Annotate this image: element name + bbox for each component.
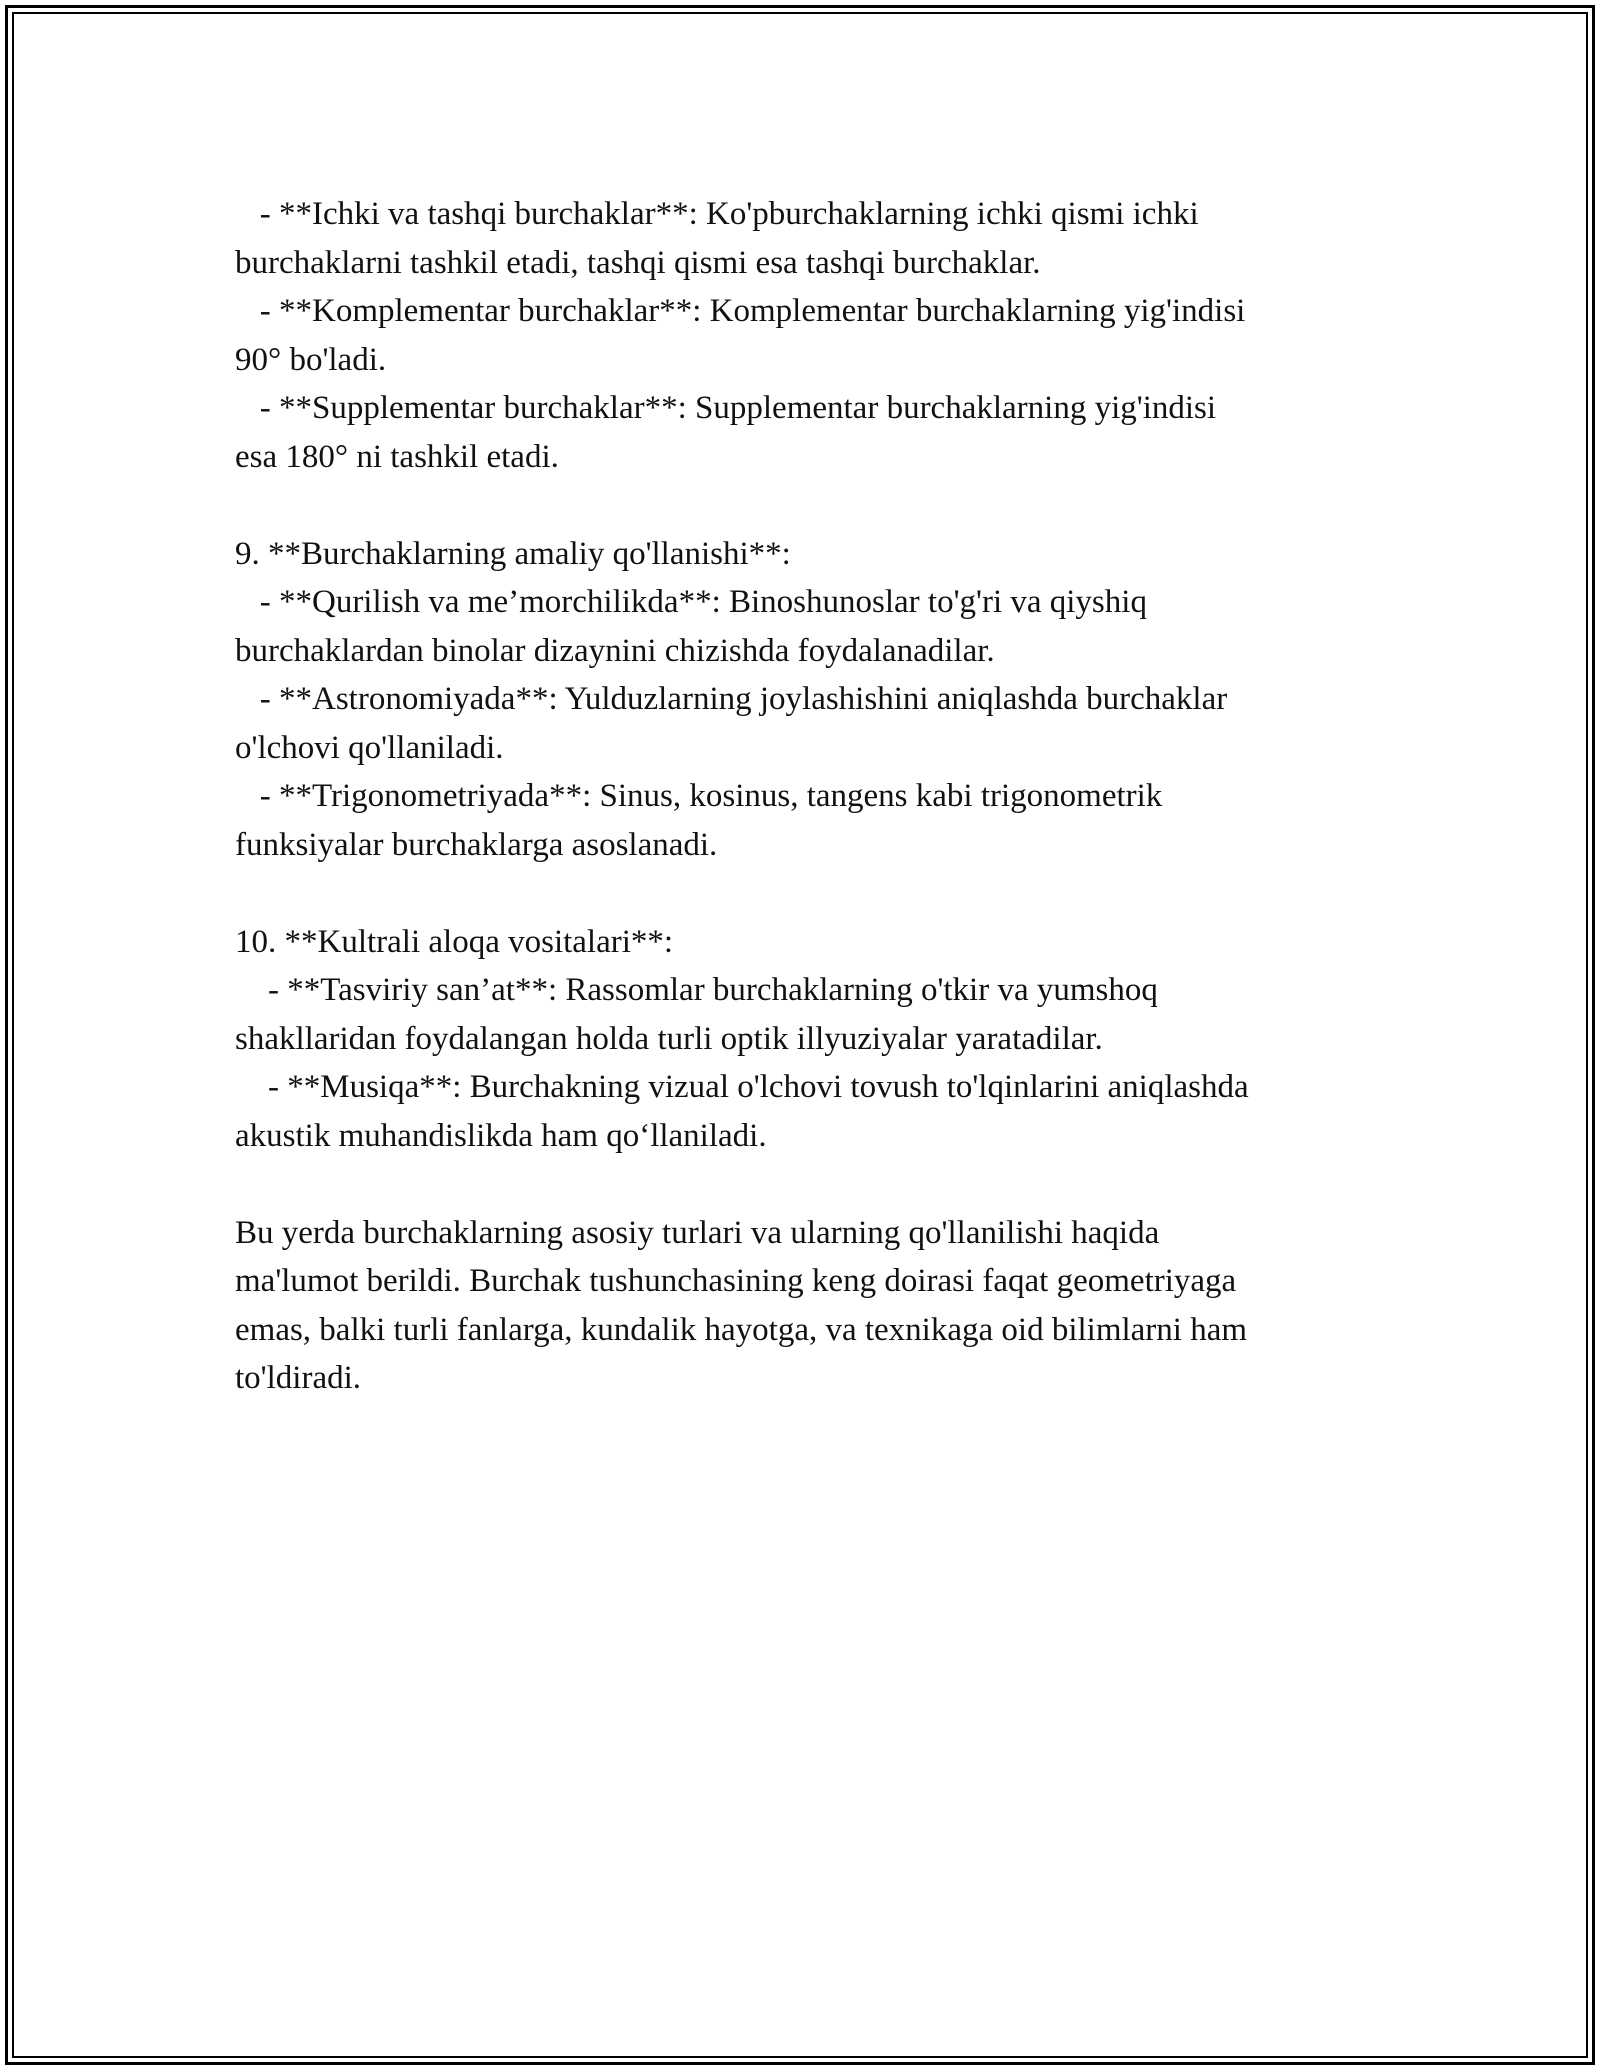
text-line: - **Komplementar burchaklar**: Komplementar burchaklarning yig'indisi — [235, 293, 1246, 329]
text-line: emas, balki turli fanlarga, kundalik hayotga, va texnikaga oid bilimlarni ham — [235, 1311, 1248, 1348]
text-line: funksiyalar burchaklarga asoslanadi. — [235, 826, 718, 863]
text-line: o'lchovi qo'llaniladi. — [235, 729, 504, 766]
text-line: - **Qurilish va me’morchilikda**: Binoshunoslar to'g'ri va qiyshiq — [235, 584, 1147, 620]
paragraph-cultural-means — [235, 918, 1365, 1161]
document-body — [235, 190, 1365, 1403]
section-heading: 10. **Kultrali aloqa vositalari**: — [235, 923, 674, 960]
text-line: akustik muhandislikda ham qo‘llaniladi. — [235, 1117, 767, 1154]
paragraph-spacer — [235, 869, 1365, 918]
paragraph-spacer — [235, 481, 1365, 530]
text-line: - **Trigonometriyada**: Sinus, kosinus, tangens kabi trigonometrik — [235, 778, 1163, 814]
text-line: ma'lumot berildi. Burchak tushunchasining keng doirasi faqat geometriyaga — [235, 1263, 1237, 1299]
text-line: esa 180° ni tashkil etadi. — [235, 438, 559, 475]
paragraph-angle-types — [235, 190, 1365, 481]
text-line: burchaklarni tashkil etadi, tashqi qismi esa tashqi burchaklar. — [235, 244, 1041, 281]
text-line: - **Ichki va tashqi burchaklar**: Ko'pburchaklarning ichki qismi ichki — [235, 196, 1199, 232]
text-line: to'ldiradi. — [235, 1360, 362, 1396]
text-line: - **Supplementar burchaklar**: Supplementar burchaklarning yig'indisi — [235, 390, 1217, 426]
text-line: burchaklardan binolar dizaynini chizishda foydalanadilar. — [235, 632, 995, 669]
paragraph-practical-applications — [235, 530, 1365, 870]
paragraph-conclusion — [235, 1209, 1365, 1403]
paragraph-spacer — [235, 1160, 1365, 1209]
text-line: 90° bo'ladi. — [235, 341, 387, 378]
text-line: - **Tasviriy san’at**: Rassomlar burchaklarning o'tkir va yumshoq — [235, 972, 1158, 1008]
text-line: Bu yerda burchaklarning asosiy turlari va ularning qo'llanilishi haqida — [235, 1214, 1160, 1251]
text-line: shakllaridan foydalangan holda turli optik illyuziyalar yaratadilar. — [235, 1020, 1103, 1057]
text-line: - **Musiqa**: Burchakning vizual o'lchovi tovush to'lqinlarini aniqlashda — [235, 1069, 1249, 1105]
text-line: - **Astronomiyada**: Yulduzlarning joylashishini aniqlashda burchaklar — [235, 681, 1228, 717]
section-heading: 9. **Burchaklarning amaliy qo'llanishi**: — [235, 535, 791, 572]
